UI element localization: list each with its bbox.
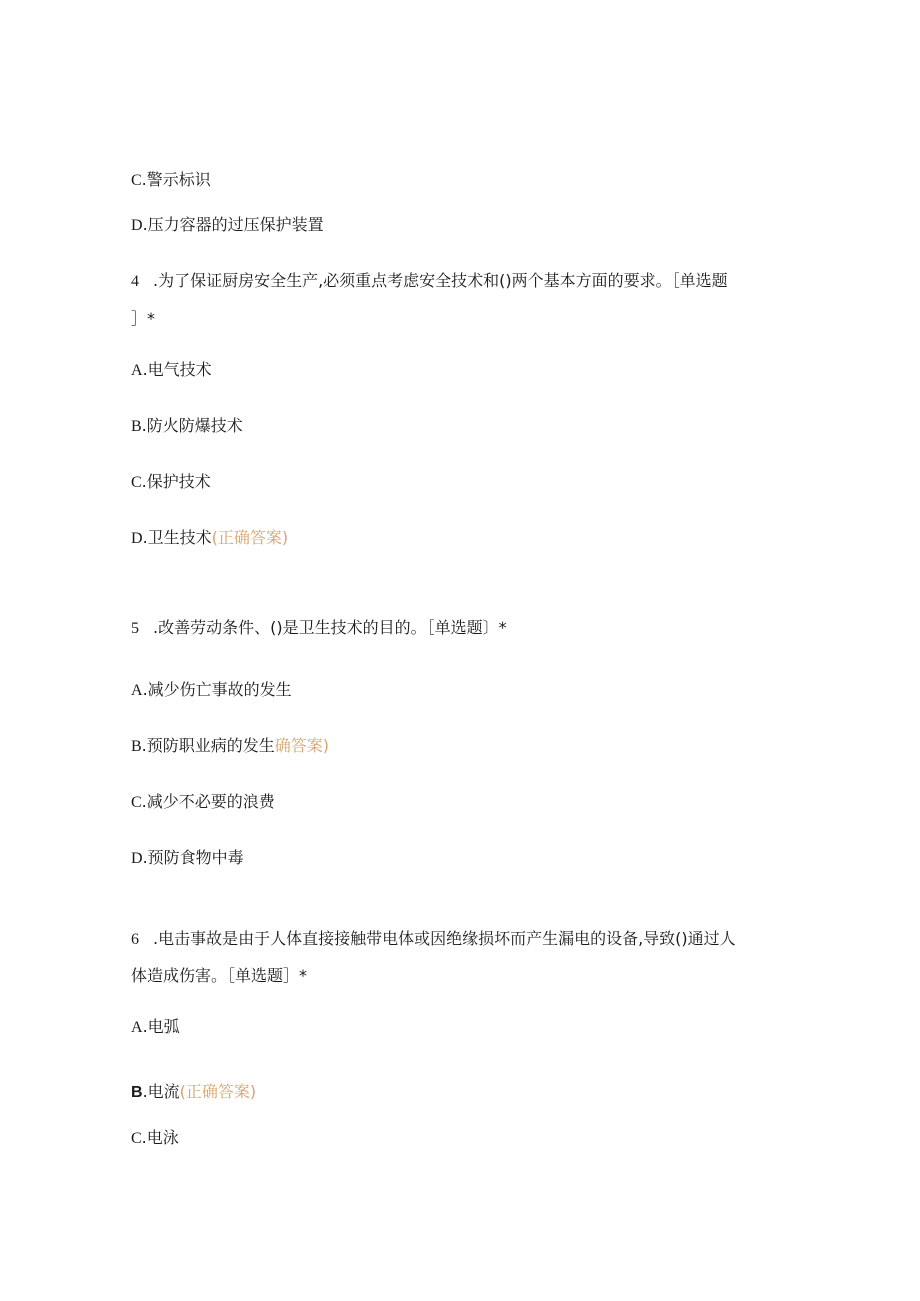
question-number: 6 xyxy=(131,931,139,948)
option-text: .保护技术 xyxy=(141,472,211,491)
q4-option-c xyxy=(131,472,211,493)
q6-stem-line2 xyxy=(131,966,307,986)
question-number: 4 xyxy=(131,273,139,290)
q4-stem-line2 xyxy=(131,309,155,329)
option-letter: D xyxy=(131,217,143,234)
option-text: .电气技术 xyxy=(142,360,212,379)
option-text: .减少不必要的浪费 xyxy=(141,792,275,811)
option-text: .预防食物中毒 xyxy=(142,848,244,867)
option-text: .防火防爆技术 xyxy=(141,416,243,435)
option-letter: D xyxy=(131,850,143,867)
correct-answer-mark: (正确答案) xyxy=(179,1082,257,1101)
q5-option-b xyxy=(131,736,329,757)
option-letter: C xyxy=(131,1130,142,1147)
q5-option-a xyxy=(131,680,292,701)
option-text: .压力容器的过压保护装置 xyxy=(142,215,324,234)
option-letter: A xyxy=(131,682,143,699)
correct-answer-mark: 确答案) xyxy=(274,736,330,755)
q3-option-d xyxy=(131,215,324,236)
option-letter: C xyxy=(131,172,142,189)
option-text: .电泳 xyxy=(141,1128,179,1147)
q6-option-c xyxy=(131,1128,179,1149)
q5-option-d xyxy=(131,848,244,869)
option-text: .卫生技术 xyxy=(142,528,212,547)
q3-option-c xyxy=(131,170,211,191)
option-letter: A xyxy=(131,1019,143,1036)
option-text: .警示标识 xyxy=(141,170,211,189)
option-text: .电流 xyxy=(142,1082,180,1101)
q5-stem-line1 xyxy=(131,618,507,639)
question-text: .为了保证厨房安全生产,必须重点考虑安全技术和()两个基本方面的要求。［单选题 xyxy=(153,271,728,290)
q4-option-b xyxy=(131,416,243,437)
q6-option-a xyxy=(131,1017,180,1038)
option-letter: C xyxy=(131,794,142,811)
q6-stem-line1 xyxy=(131,929,736,950)
q4-stem-line1 xyxy=(131,271,728,292)
option-letter: B xyxy=(131,738,142,755)
question-text: .电击事故是由于人体直接接触带电体或因绝缘损坏而产生漏电的设备,导致()通过人 xyxy=(153,929,736,948)
option-letter: C xyxy=(131,474,142,491)
option-letter: A xyxy=(131,362,143,379)
option-letter: B xyxy=(131,1084,143,1101)
question-text: .改善劳动条件、()是卫生技术的目的。［单选题〕* xyxy=(153,618,507,637)
q6-option-b xyxy=(131,1082,256,1103)
option-text: .电弧 xyxy=(142,1017,180,1036)
question-number: 5 xyxy=(131,620,139,637)
option-text: .预防职业病的发生 xyxy=(141,736,275,755)
question-text: ］* xyxy=(131,309,156,328)
correct-answer-mark: (正确答案) xyxy=(211,528,289,547)
question-text: 体造成伤害。［单选题］* xyxy=(131,966,308,985)
option-text: .减少伤亡事故的发生 xyxy=(142,680,292,699)
q4-option-d xyxy=(131,528,288,549)
option-letter: B xyxy=(131,418,142,435)
q5-option-c xyxy=(131,792,275,813)
option-letter: D xyxy=(131,530,143,547)
q4-option-a xyxy=(131,360,212,381)
